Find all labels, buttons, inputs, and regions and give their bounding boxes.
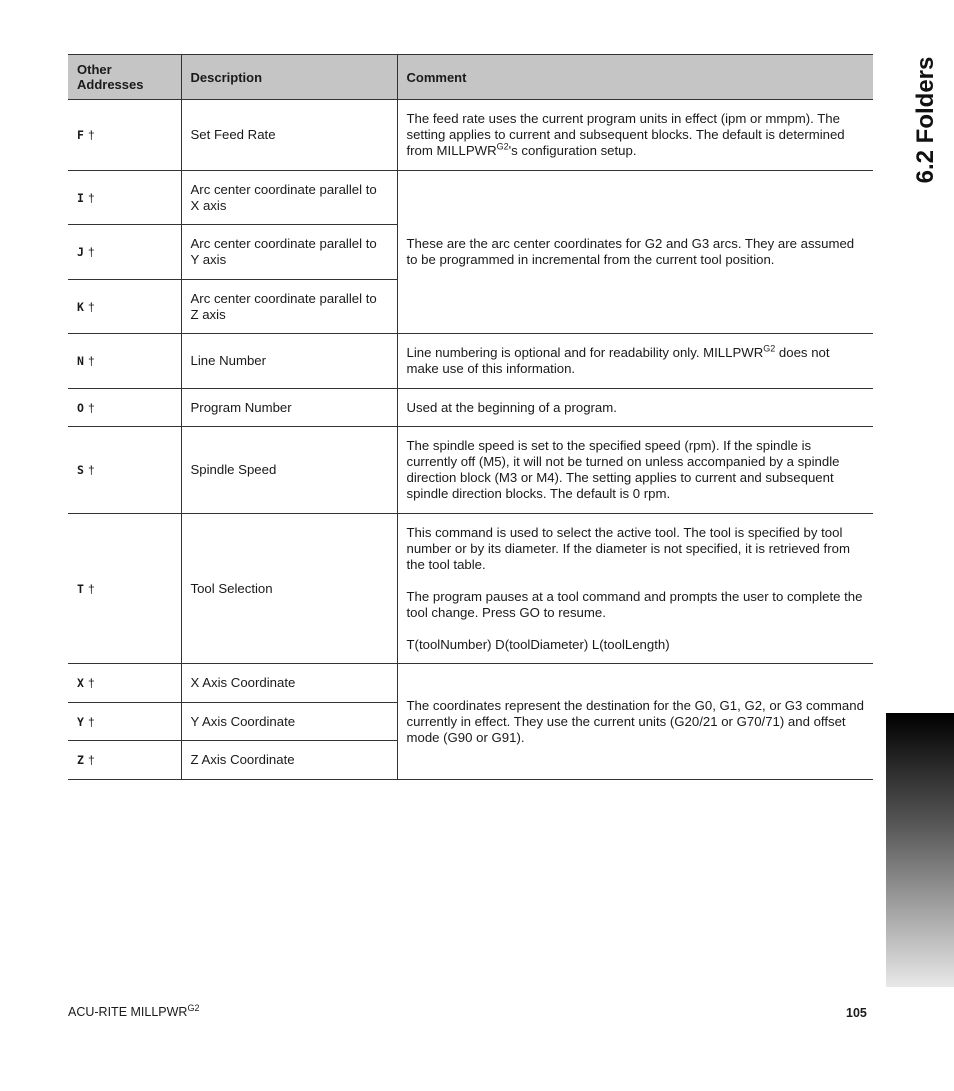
description-cell: Tool Selection <box>181 514 397 664</box>
header-comment: Comment <box>397 55 873 100</box>
header-description: Description <box>181 55 397 100</box>
description-cell: Spindle Speed <box>181 427 397 514</box>
address-code-cell: O † <box>68 389 181 427</box>
description-cell: Z Axis Coordinate <box>181 741 397 780</box>
table-row <box>68 171 873 225</box>
comment-cell: This command is used to select the active tool. The tool is specified by tool number or by its diameter. If the diameter is not specified, it is retrieved from the tool table. The program pauses at a tool command and prompts the user to complete the tool change. Press GO to resume. T(toolNumber) D(toolDiameter) L(toolLength) <box>397 514 873 664</box>
description-cell: Line Number <box>181 334 397 389</box>
table-row <box>68 334 873 389</box>
address-code-cell: K † <box>68 280 181 334</box>
section-title: 6.2 Folders <box>912 56 939 184</box>
address-code-cell: S † <box>68 427 181 514</box>
description-cell: Arc center coordinate parallel to Y axis <box>181 225 397 280</box>
description-cell: Set Feed Rate <box>181 100 397 171</box>
address-code-cell: Z † <box>68 741 181 780</box>
table-header-row <box>68 55 873 100</box>
description-cell: Y Axis Coordinate <box>181 703 397 741</box>
chapter-tab-gradient <box>886 713 954 987</box>
comment-cell: The feed rate uses the current program units in effect (ipm or mmpm). The setting applies to current and subsequent blocks. The default is determined from $MILLPWR^{G2}'s$ configuration setup. <box>397 100 873 171</box>
address-code-cell: X † <box>68 664 181 703</box>
address-code-cell: N † <box>68 334 181 389</box>
address-code-cell: F † <box>68 100 181 171</box>
table-row <box>68 664 873 703</box>
comment-cell: Used at the beginning of a program. <box>397 389 873 427</box>
description-cell: Program Number <box>181 389 397 427</box>
address-code-cell: I † <box>68 171 181 225</box>
table-row <box>68 100 873 171</box>
header-other-addresses: Other Addresses <box>68 55 181 100</box>
address-code-cell: Y † <box>68 703 181 741</box>
address-code-cell: J † <box>68 225 181 280</box>
comment-cell: These are the arc center coordinates for G2 and G3 arcs. They are assumed to be programmed in incremental from the current tool position. <box>397 171 873 334</box>
table-row <box>68 427 873 514</box>
page-number: 105 <box>846 1006 867 1020</box>
footer-product-name: ACU-RITE $MILLPWR^{G2}$ <box>68 1002 200 1019</box>
description-cell: Arc center coordinate parallel to X axis <box>181 171 397 225</box>
table-row <box>68 389 873 427</box>
description-cell: Arc center coordinate parallel to Z axis <box>181 280 397 334</box>
description-cell: X Axis Coordinate <box>181 664 397 703</box>
comment-cell: Line numbering is optional and for readability only. $MILLPWR^{G2}$ does not make use of this information. <box>397 334 873 389</box>
comment-cell: The spindle speed is set to the specified speed (rpm). If the spindle is currently off (M5), it will not be turned on unless accompanied by a spindle direction block (M3 or M4). The setting applies to current and subsequent spindle direction blocks. The default is 0 rpm. <box>397 427 873 514</box>
address-code-cell: T † <box>68 514 181 664</box>
other-addresses-table <box>68 54 873 780</box>
comment-cell: The coordinates represent the destination for the G0, G1, G2, or G3 command currently in effect. They use the current units (G20/21 or G70/71) and offset mode (G90 or G91). <box>397 664 873 780</box>
table-row <box>68 514 873 664</box>
